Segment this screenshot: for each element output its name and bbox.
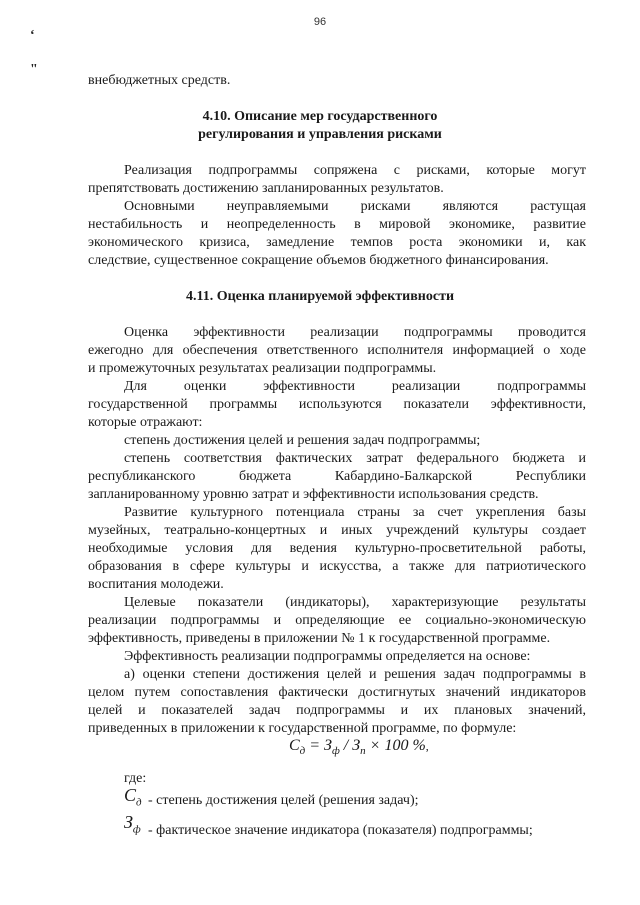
paragraph-line: степень достижения целей и решения задач подпрограммы;: [124, 433, 481, 448]
paragraph-line: препятствовать достижению запланированных результатов.: [88, 181, 444, 196]
paragraph-line: Реализация подпрограммы сопряжена с рисками, которые могут: [124, 163, 586, 178]
paragraph-line: образования в сфере культуры и искусства, а также для патриотического: [88, 559, 586, 574]
paragraph-line: Целевые показатели (индикаторы), характеризующие результаты: [124, 595, 586, 610]
paragraph-line: Основными неуправляемыми рисками являются растущая: [124, 199, 586, 214]
definition-text: - фактическое значение индикатора (показателя) подпрограммы;: [148, 823, 533, 838]
paragraph-line: следствие, существенное сокращение объемов бюджетного финансирования.: [88, 253, 549, 268]
paragraph-line: эффективность, приведены в приложении № 1 к государственной программе.: [88, 631, 551, 646]
formula-multiplier: × 100 %: [365, 737, 426, 754]
formula-divide: /: [343, 737, 349, 754]
paragraph-line: музейных, театрально-концертных и иных учреждений культуры создает: [88, 523, 586, 538]
formula-subscript: ф: [331, 745, 340, 758]
paragraph-line: республиканского бюджета Кабардино-Балкарской Республики: [88, 469, 586, 484]
section-heading: 4.11. Оценка планируемой эффективности: [185, 289, 455, 304]
efficiency-formula: [289, 737, 429, 757]
paragraph-line: Оценка эффективности реализации подпрограммы проводится: [124, 325, 586, 340]
formula-tail: ,: [425, 739, 429, 753]
paragraph-line: а) оценки степени достижения целей и решения задач подпрограммы в: [124, 667, 586, 682]
paragraph-line: экономического кризиса, замедление темпов роста экономики и, как: [88, 235, 586, 250]
paragraph-line: целом путем сопоставления фактически достигнутых значений индикаторов: [88, 685, 586, 700]
definition-text: - степень достижения целей (решения задач);: [148, 793, 419, 808]
paragraph-line: приведенных в приложении к государственной программе, по формуле:: [88, 721, 517, 736]
definition-symbol: $З_ф$: [124, 812, 141, 836]
formula-equals: =: [309, 737, 321, 754]
paragraph-line: Развитие культурного потенциала страны за счет укрепления базы: [124, 505, 586, 520]
formula-subscript: п: [360, 745, 366, 758]
paragraph-line: ежегодно для обеспечения ответственного исполнителя информацией о ходе: [88, 343, 586, 358]
margin-mark: ‘: [30, 28, 35, 43]
section-heading: 4.10. Описание мер государственного: [202, 109, 438, 124]
paragraph-line: которые отражают:: [88, 415, 203, 430]
formula-symbol: З: [324, 737, 332, 754]
paragraph-line: Эффективность реализации подпрограммы определяется на основе:: [124, 649, 531, 664]
paragraph-line: и промежуточных результатах реализации подпрограммы.: [88, 361, 437, 376]
definition-symbol: $С_д$: [124, 785, 142, 809]
margin-mark: ": [30, 62, 38, 77]
paragraph-line: степень соответствия фактических затрат федерального бюджета и: [124, 451, 586, 466]
paragraph-line: где:: [124, 771, 147, 786]
section-heading: регулирования и управления рисками: [198, 127, 442, 142]
paragraph-line: целей и показателей задач подпрограммы и их плановых значений,: [88, 703, 586, 718]
formula-symbol: З: [352, 737, 361, 754]
formula-subscript: д: [299, 745, 306, 758]
page-number: 96: [313, 16, 327, 28]
paragraph-line: воспитания молодежи.: [88, 577, 224, 592]
paragraph-line: реализации подпрограммы и определяющие ее социально-экономическую: [88, 613, 586, 628]
paragraph-line: нестабильность и неопределенность в мировой экономике, развитие: [88, 217, 586, 232]
paragraph-line: необходимые условия для ведения культурно-просветительной работы,: [88, 541, 586, 556]
paragraph-line: Для оценки эффективности реализации подпрограммы: [124, 379, 586, 394]
text-line: внебюджетных средств.: [88, 73, 231, 88]
paragraph-line: запланированному уровню затрат и эффективности использования средств.: [88, 487, 539, 502]
formula-symbol: С: [289, 737, 300, 754]
paragraph-line: государственной программы используются показатели эффективности,: [88, 397, 586, 412]
